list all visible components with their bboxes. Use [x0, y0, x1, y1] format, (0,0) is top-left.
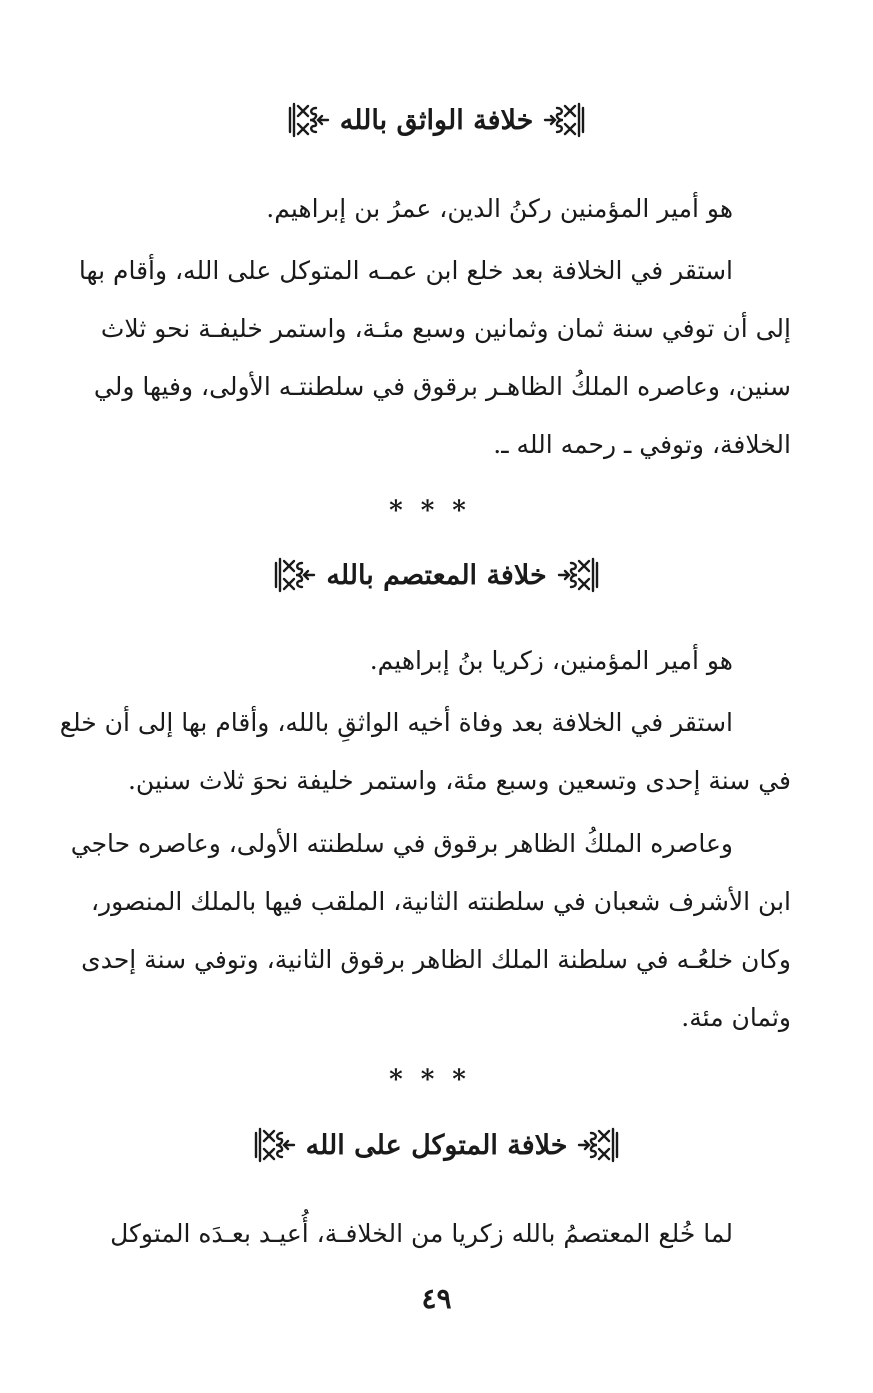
- paragraph-wathiq-intro: [83, 180, 791, 238]
- text-line: هو أمير المؤمنين، زكريا بنُ إبراهيم.: [369, 646, 733, 675]
- text-line: استقر في الخلافة بعد خلع ابن عمـه المتوكل على الله، وأقام بها: [78, 256, 733, 285]
- paragraph-mutasim-body: [59, 694, 791, 810]
- paragraph-mutawakkil-intro: [83, 1205, 791, 1263]
- paragraph-wathiq-body: [78, 242, 791, 474]
- text-line: في سنة إحدى وتسعين وسبع مئة، واستمر خليفة نحوَ ثلاث سنين.: [127, 766, 791, 795]
- paragraph-mutasim-intro: [83, 632, 791, 690]
- ornament-left-icon: [252, 1125, 298, 1165]
- section-title: خلافة المتوكل على الله: [305, 1129, 568, 1161]
- text-line: هو أمير المؤمنين ركنُ الدين، عمرُ بن إبراهيم.: [266, 194, 733, 223]
- section-title: خلافة المعتصم بالله: [326, 559, 547, 591]
- text-line: لما خُلع المعتصمُ بالله زكريا من الخلافـة، أُعيـد بعـدَه المتوكل: [110, 1219, 733, 1248]
- text-line: وثمان مئة.: [681, 1003, 791, 1032]
- paragraph-mutasim-contemporaries: [70, 815, 791, 1047]
- page-number: ٤٩: [421, 1282, 452, 1315]
- ornament-right-icon: [575, 1125, 621, 1165]
- section-heading-mutasim: [0, 555, 873, 595]
- text-line: سنين، وعاصره الملكُ الظاهـر برقوق في سلطنتـه الأولى، وفيها ولي: [93, 372, 791, 401]
- section-title: خلافة الواثق بالله: [339, 104, 534, 136]
- section-heading-mutawakkil: [0, 1125, 873, 1165]
- ornament-right-icon: [555, 555, 601, 595]
- section-heading-wathiq: [0, 100, 873, 140]
- text-line: وعاصره الملكُ الظاهر برقوق في سلطنته الأولى، وعاصره حاجي: [70, 829, 733, 858]
- text-line: الخلافة، وتوفي ـ رحمه الله ـ.: [493, 430, 791, 459]
- text-line: وكان خلعُـه في سلطنة الملك الظاهر برقوق الثانية، وتوفي سنة إحدى: [81, 945, 791, 974]
- section-separator: ***: [389, 496, 484, 526]
- ornament-left-icon: [286, 100, 332, 140]
- text-line: ابن الأشرف شعبان في سلطنته الثانية، الملقب فيها بالملك المنصور،: [91, 887, 791, 916]
- ornament-right-icon: [541, 100, 587, 140]
- text-line: استقر في الخلافة بعد وفاة أخيه الواثقِ بالله، وأقام بها إلى أن خلع: [59, 708, 733, 737]
- text-line: إلى أن توفي سنة ثمان وثمانين وسبع مئـة، واستمر خليفـة نحو ثلاث: [100, 314, 791, 343]
- ornament-left-icon: [272, 555, 318, 595]
- section-separator: ***: [389, 1065, 484, 1095]
